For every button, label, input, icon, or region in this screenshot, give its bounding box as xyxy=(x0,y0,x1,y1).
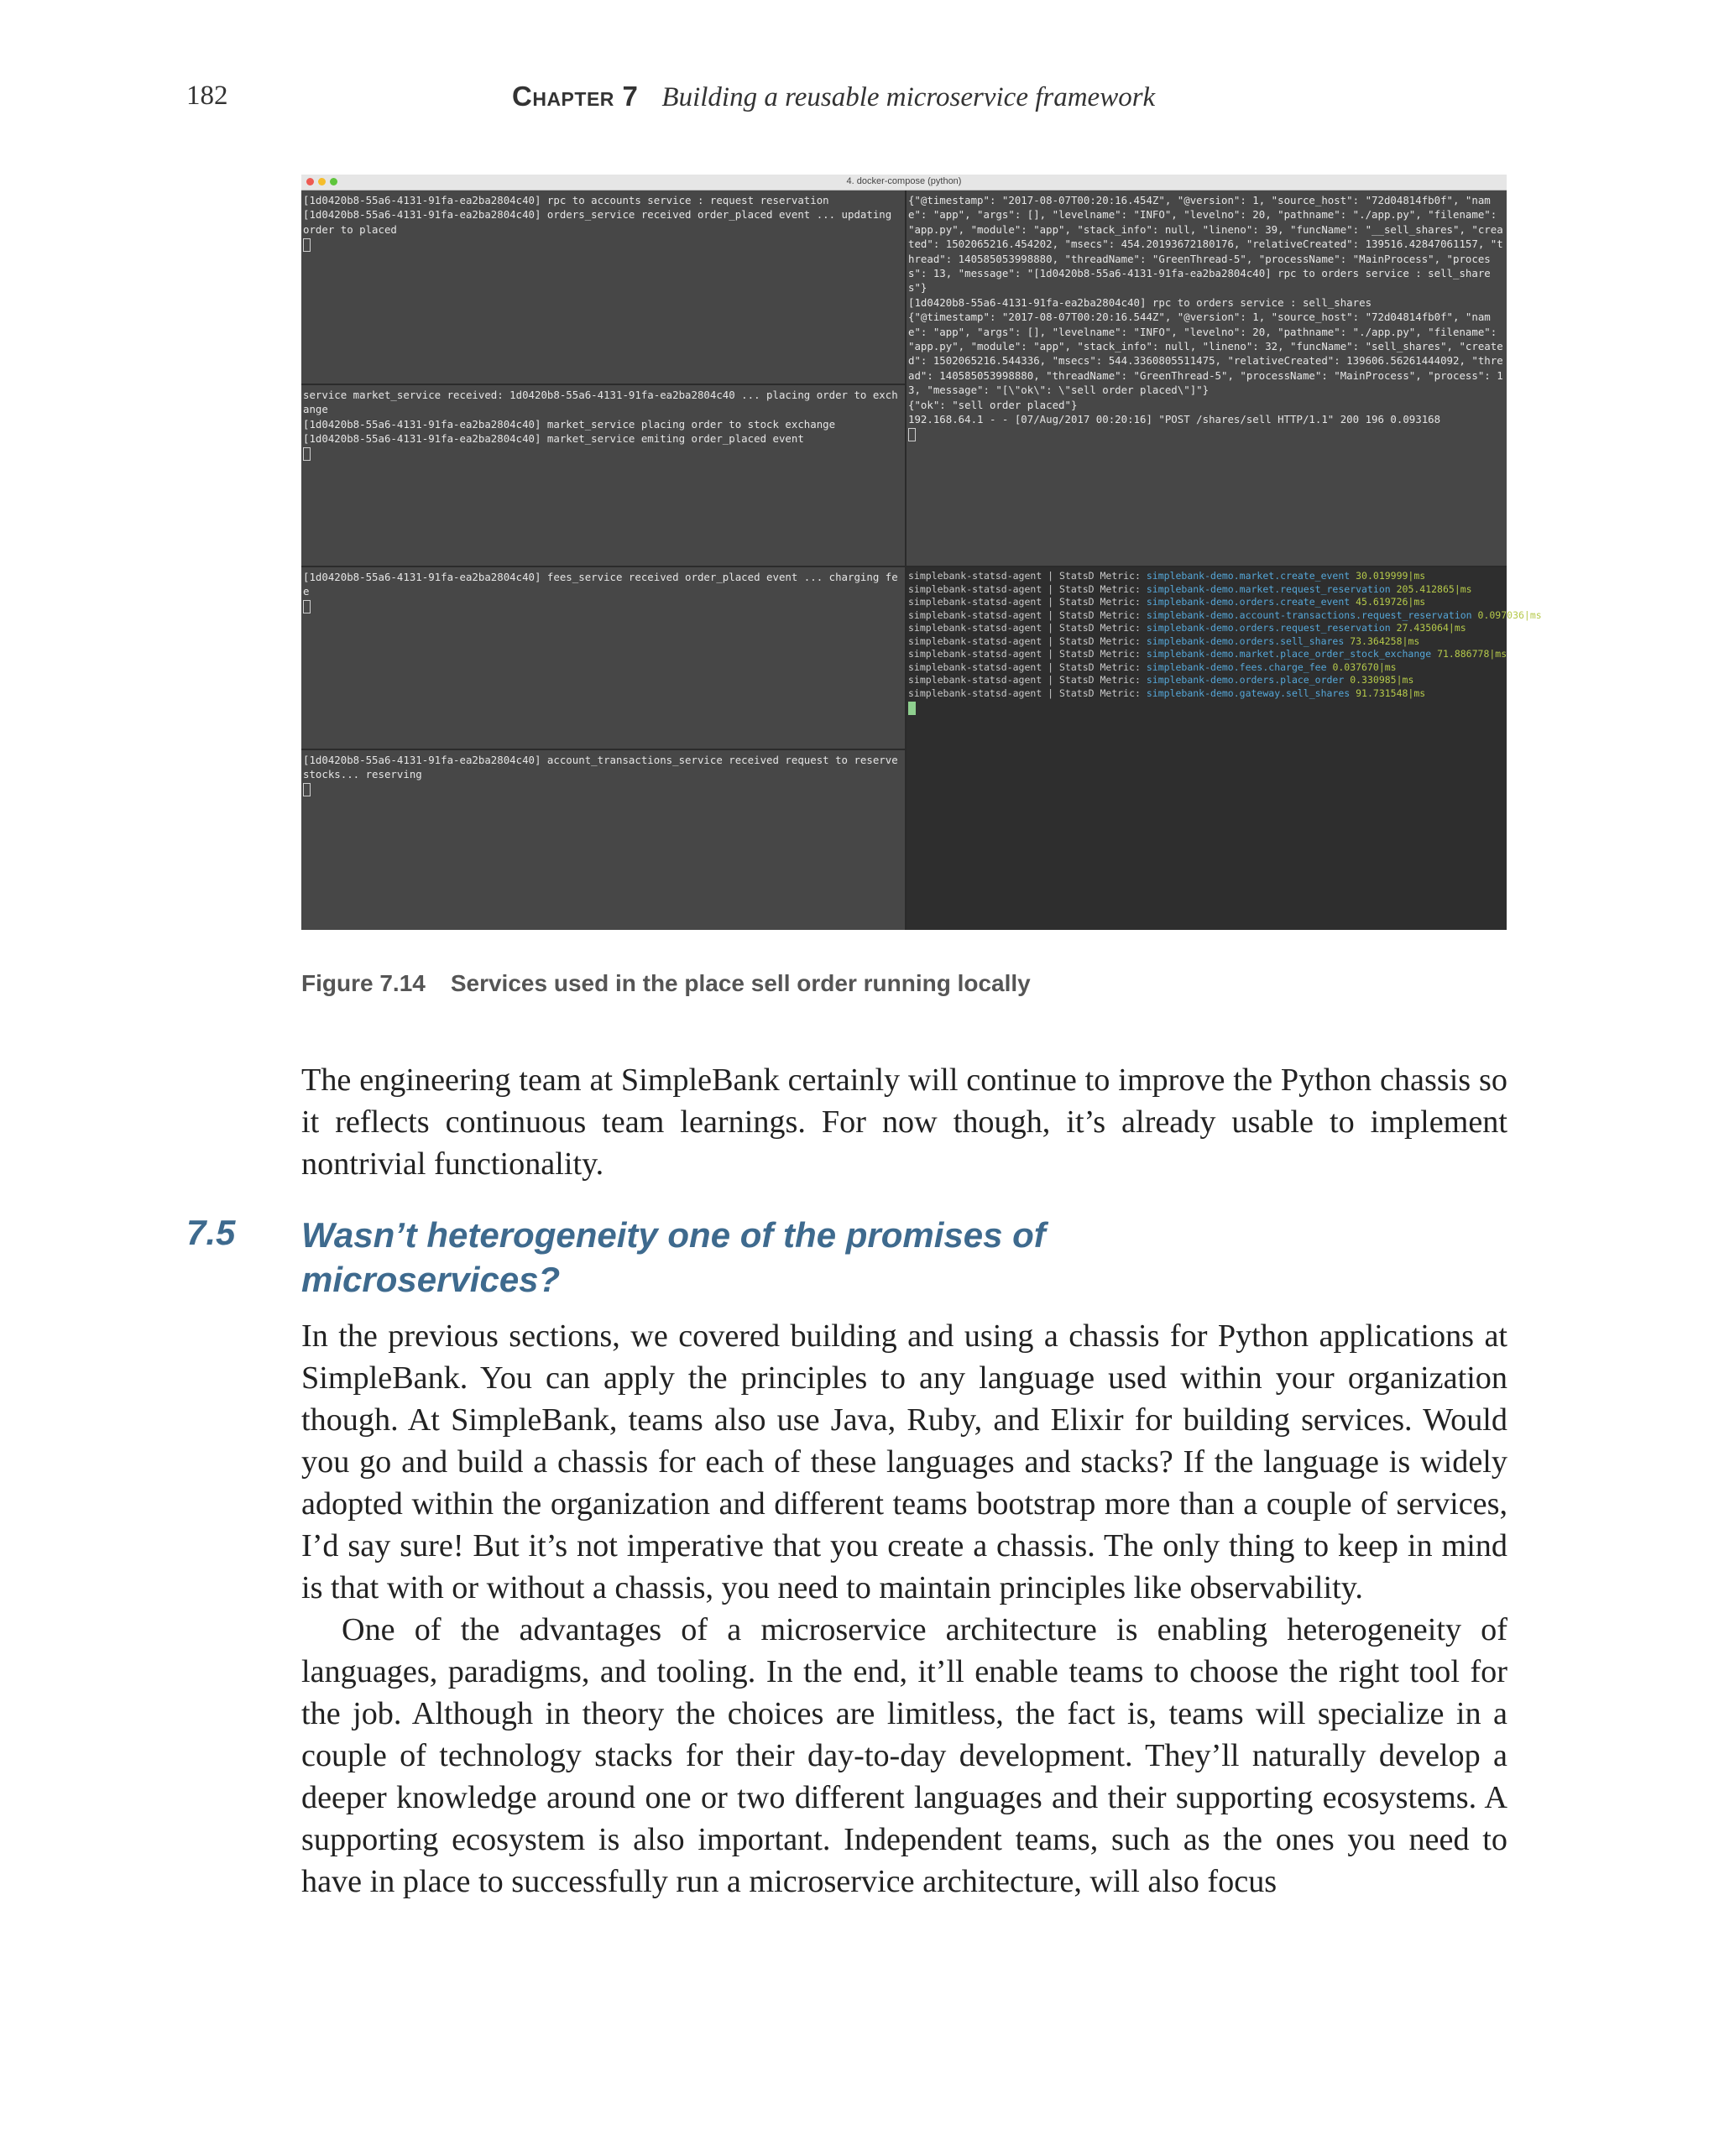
metric-name: simplebank-demo.account-transactions.request_reservation xyxy=(1146,608,1478,621)
chapter-title: Building a reusable microservice framework xyxy=(661,82,1156,112)
metric-name: simplebank-demo.fees.charge_fee xyxy=(1146,660,1333,673)
pane-divider-horizontal[interactable] xyxy=(301,384,905,385)
metric-line xyxy=(908,661,1505,675)
pane-divider-horizontal[interactable] xyxy=(301,566,1507,567)
log-line: [1d0420b8-55a6-4131-91fa-ea2ba2804c40] account_transactions_service received request to reserve stocks... reserving xyxy=(303,754,905,781)
metric-prefix: simplebank-statsd-agent | StatsD Metric: xyxy=(908,582,1147,595)
figure-number: Figure 7.14 xyxy=(301,970,426,996)
metric-name: simplebank-demo.market.request_reservation xyxy=(1146,582,1397,595)
pane-orders-service[interactable] xyxy=(301,191,905,384)
page-number: 182 xyxy=(186,81,228,111)
figure-caption xyxy=(301,970,1031,997)
cursor-icon xyxy=(303,447,311,461)
metric-line xyxy=(908,687,1505,701)
log-line: {"ok": "sell order placed"} xyxy=(908,398,1078,411)
metric-prefix: simplebank-statsd-agent | StatsD Metric: xyxy=(908,686,1147,699)
cursor-icon xyxy=(908,428,916,441)
metric-prefix: simplebank-statsd-agent | StatsD Metric: xyxy=(908,648,1147,660)
metric-name: simplebank-demo.market.place_order_stock_exchange xyxy=(1146,648,1438,660)
log-line: {"@timestamp": "2017-08-07T00:20:16.544Z", "@version": 1, "source_host": "72d04814fb0f", "name": "app", "args": [], "levelname": "INFO", "levelno": 20, "pathname": "./app.py", "filename": "app.py", "module": "app", "stack_info": null, "lineno": 32, "funcName": "sell_shares", "created": 1502065216.544336, "msecs": 544.3360805511475, "relativeCreated": 139606.56261444092, "thread": 140585053998880, "threadName": "GreenThread-5", "processName": "MainProcess", "process": 13, "message": "[\"ok\": \"sell order placed\"]"} xyxy=(908,311,1503,397)
metric-value: 0.330985|ms xyxy=(1350,674,1414,686)
metric-line xyxy=(908,596,1505,609)
metric-list xyxy=(908,570,1542,700)
metric-value: 27.435064|ms xyxy=(1396,622,1466,634)
metric-name: simplebank-demo.orders.place_order xyxy=(1146,674,1351,686)
metric-value: 91.731548|ms xyxy=(1356,686,1426,699)
running-head xyxy=(512,81,1155,113)
metric-value: 0.097036|ms xyxy=(1477,608,1542,621)
metric-name: simplebank-demo.orders.request_reservation xyxy=(1146,622,1397,634)
paragraph: One of the advantages of a microservice architecture is enabling heterogeneity of languages, paradigms, and tooling. In the end, it’ll enable teams to choose the right tool for the job. Although in theory the choices are limitless, the fact is, teams will specialize in a couple of technology stacks for their day-to-day development. They’ll naturally develop a deeper knowledge around one or two different languages and their supporting ecosystems. A supporting ecosystem is also important. Independent teams, such as the ones you need to have in place to successfully run a microservice architecture, will also focus xyxy=(301,1612,1507,1899)
metric-line xyxy=(908,622,1505,635)
metric-prefix: simplebank-statsd-agent | StatsD Metric: xyxy=(908,660,1147,673)
chapter-label: Chapter 7 xyxy=(512,81,639,112)
metric-line xyxy=(908,674,1505,687)
section-title: Wasn’t heterogeneity one of the promises of microservices? xyxy=(301,1215,1046,1299)
body-text-before-section xyxy=(301,1059,1507,1185)
metric-value: 73.364258|ms xyxy=(1350,634,1420,647)
metric-value: 45.619726|ms xyxy=(1356,596,1426,608)
terminal-screenshot xyxy=(301,175,1542,930)
log-line: 192.168.64.1 - - [07/Aug/2017 00:20:16] "POST /shares/sell HTTP/1.1" 200 196 0.093168 xyxy=(908,413,1441,426)
cursor-icon xyxy=(303,238,311,252)
metric-prefix: simplebank-statsd-agent | StatsD Metric: xyxy=(908,674,1147,686)
metric-value: 71.886778|ms xyxy=(1437,648,1507,660)
pane-divider-vertical[interactable] xyxy=(905,191,907,930)
metric-line xyxy=(908,635,1505,649)
metric-prefix: simplebank-statsd-agent | StatsD Metric: xyxy=(908,622,1147,634)
metric-name: simplebank-demo.gateway.sell_shares xyxy=(1146,686,1356,699)
section-number: 7.5 xyxy=(186,1213,236,1252)
metric-line xyxy=(908,648,1505,661)
log-line: [1d0420b8-55a6-4131-91fa-ea2ba2804c40] rpc to accounts service : request reservation xyxy=(303,194,829,206)
metric-name: simplebank-demo.orders.create_event xyxy=(1146,596,1356,608)
metric-value: 205.412865|ms xyxy=(1396,582,1472,595)
metric-line xyxy=(908,608,1542,623)
pane-divider-horizontal[interactable] xyxy=(301,749,905,750)
log-line: {"@timestamp": "2017-08-07T00:20:16.454Z", "@version": 1, "source_host": "72d04814fb0f", "name": "app", "args": [], "levelname": "INFO", "levelno": 20, "pathname": "./app.py", "filename": "app.py", "module": "app", "stack_info": null, "lineno": 39, "funcName": "__sell_shares", "created": 1502065216.454202, "msecs": 454.20193672180176, "relativeCreated": 139516.42847061157, "thread": 140585053998880, "threadName": "GreenThread-5", "processName": "MainProcess", "process": 13, "message": "[1d0420b8-55a6-4131-91fa-ea2ba2804c40] rpc to orders service : sell_shares"} xyxy=(908,194,1503,295)
pane-gateway-log[interactable] xyxy=(907,191,1507,566)
cursor-icon xyxy=(908,702,916,715)
metric-prefix: simplebank-statsd-agent | StatsD Metric: xyxy=(908,634,1147,647)
paragraph: The engineering team at SimpleBank certainly will continue to improve the Python chassis so it reflects continuous team learnings. For now though, it’s already usable to implement nontrivial functionality. xyxy=(301,1062,1507,1182)
metric-line xyxy=(908,583,1505,597)
metric-prefix: simplebank-statsd-agent | StatsD Metric: xyxy=(908,596,1147,608)
metric-name: simplebank-demo.orders.sell_shares xyxy=(1146,634,1351,647)
metric-value: 0.037670|ms xyxy=(1332,660,1397,673)
log-line: [1d0420b8-55a6-4131-91fa-ea2ba2804c40] market_service emiting order_placed event xyxy=(303,432,804,446)
window-title: 4. docker-compose (python) xyxy=(846,176,962,186)
log-line: [1d0420b8-55a6-4131-91fa-ea2ba2804c40] fees_service received order_placed event ... charging fee xyxy=(303,571,898,598)
pane-market-service[interactable] xyxy=(301,385,905,566)
window-titlebar xyxy=(301,175,1507,191)
pane-statsd-agent[interactable] xyxy=(907,567,1542,930)
log-line: [1d0420b8-55a6-4131-91fa-ea2ba2804c40] market_service placing order to stock exchange xyxy=(303,417,836,431)
metric-name: simplebank-demo.market.create_event xyxy=(1146,570,1356,582)
log-line: [1d0420b8-55a6-4131-91fa-ea2ba2804c40] orders_service received order_placed event ... updating order to placed xyxy=(303,208,898,236)
log-line: [1d0420b8-55a6-4131-91fa-ea2ba2804c40] rpc to orders service : sell_shares xyxy=(908,295,1372,309)
log-line: service market_service received: 1d0420b8-55a6-4131-91fa-ea2ba2804c40 ... placing order to exchange xyxy=(303,389,898,416)
pane-fees-service[interactable] xyxy=(301,567,905,749)
body-text-section xyxy=(301,1315,1507,1903)
metric-line xyxy=(908,570,1505,583)
metric-prefix: simplebank-statsd-agent | StatsD Metric: xyxy=(908,608,1147,621)
metric-value: 30.019999|ms xyxy=(1356,570,1426,582)
figure-caption-text: Services used in the place sell order running locally xyxy=(450,970,1031,996)
pane-account-transactions-service[interactable] xyxy=(301,750,905,930)
cursor-icon xyxy=(303,783,311,796)
cursor-icon xyxy=(303,600,311,613)
metric-prefix: simplebank-statsd-agent | StatsD Metric: xyxy=(908,570,1147,582)
paragraph: In the previous sections, we covered building and using a chassis for Python applications at SimpleBank. You can apply the principles to any language used within your organization though. At SimpleBank, teams also use Java, Ruby, and Elixir for building services. Would you go and build a chassis for each of these languages and stacks? If the language is widely adopted within the organization and different teams bootstrap more than a couple of services, I’d say sure! But it’s not imperative that you create a chassis. The only thing to keep in mind is that with or without a chassis, you need to maintain principles like observability. xyxy=(301,1318,1507,1605)
